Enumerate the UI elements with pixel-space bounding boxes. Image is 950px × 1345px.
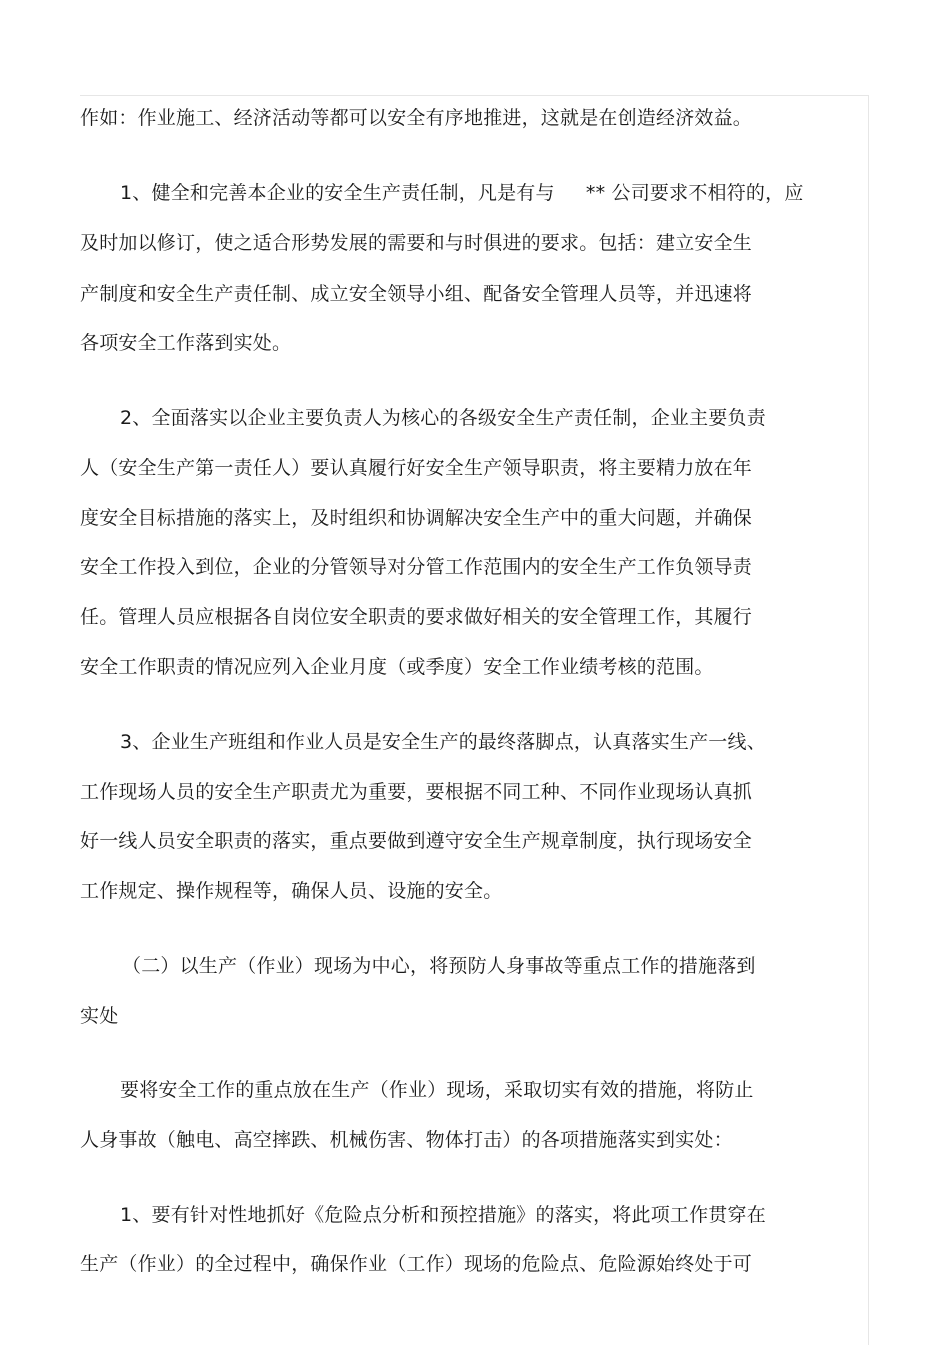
text-line: 好一线人员安全职责的落实，重点要做到遵守安全生产规章制度，执行现场安全: [80, 830, 753, 852]
paragraph-2-line: 2、全面落实以企业主要负责人为核心的各级安全生产责任制，企业主要负责: [120, 407, 766, 429]
text-line: 工作规定、操作规程等，确保人员、设施的安全。: [80, 880, 503, 902]
paragraph-4-line: 要将安全工作的重点放在生产（作业）现场，采取切实有效的措施，将防止: [120, 1079, 754, 1101]
section-heading-line: （二）以生产（作业）现场为中心，将预防人身事故等重点工作的措施落到: [122, 955, 756, 977]
paragraph-3-line: 3、企业生产班组和作业人员是安全生产的最终落脚点，认真落实生产一线、: [120, 731, 766, 753]
text-line: 任。管理人员应根据各自岗位安全职责的要求做好相关的安全管理工作，其履行: [80, 606, 753, 628]
text-line: 人（安全生产第一责任人）要认真履行好安全生产领导职责，将主要精力放在年: [80, 457, 753, 479]
text-line: 生产（作业）的全过程中，确保作业（工作）现场的危险点、危险源始终处于可: [80, 1253, 753, 1275]
text-line: 度安全目标措施的落实上，及时组织和协调解决安全生产中的重大问题，并确保: [80, 507, 753, 529]
text-line: 人身事故（触电、高空摔跌、机械伤害、物体打击）的各项措施落实到实处：: [80, 1129, 733, 1151]
text-line: 工作现场人员的安全生产职责尤为重要，要根据不同工种、不同作业现场认真抓: [80, 781, 753, 803]
paragraph-5-line: 1、要有针对性地抓好《危险点分析和预控措施》的落实，将此项工作贯穿在: [120, 1204, 766, 1226]
paragraph-1-line: 1、健全和完善本企业的安全生产责任制，凡是有与 ** 公司要求不相符的，应: [120, 182, 804, 204]
section-heading-line: 实处: [80, 1005, 119, 1027]
text-line: 及时加以修订，使之适合形势发展的需要和与时俱进的要求。包括：建立安全生: [80, 232, 753, 254]
text-line: 各项安全工作落到实处。: [80, 332, 292, 354]
text-line: 安全工作投入到位，企业的分管领导对分管工作范围内的安全生产工作负领导责: [80, 556, 753, 578]
text-line: 安全工作职责的情况应列入企业月度（或季度）安全工作业绩考核的范围。: [80, 656, 714, 678]
text-line: 作如：作业施工、经济活动等都可以安全有序地推进，这就是在创造经济效益。: [80, 107, 753, 129]
text-line: 产制度和安全生产责任制、成立安全领导小组、配备安全管理人员等，并迅速将: [80, 283, 753, 305]
